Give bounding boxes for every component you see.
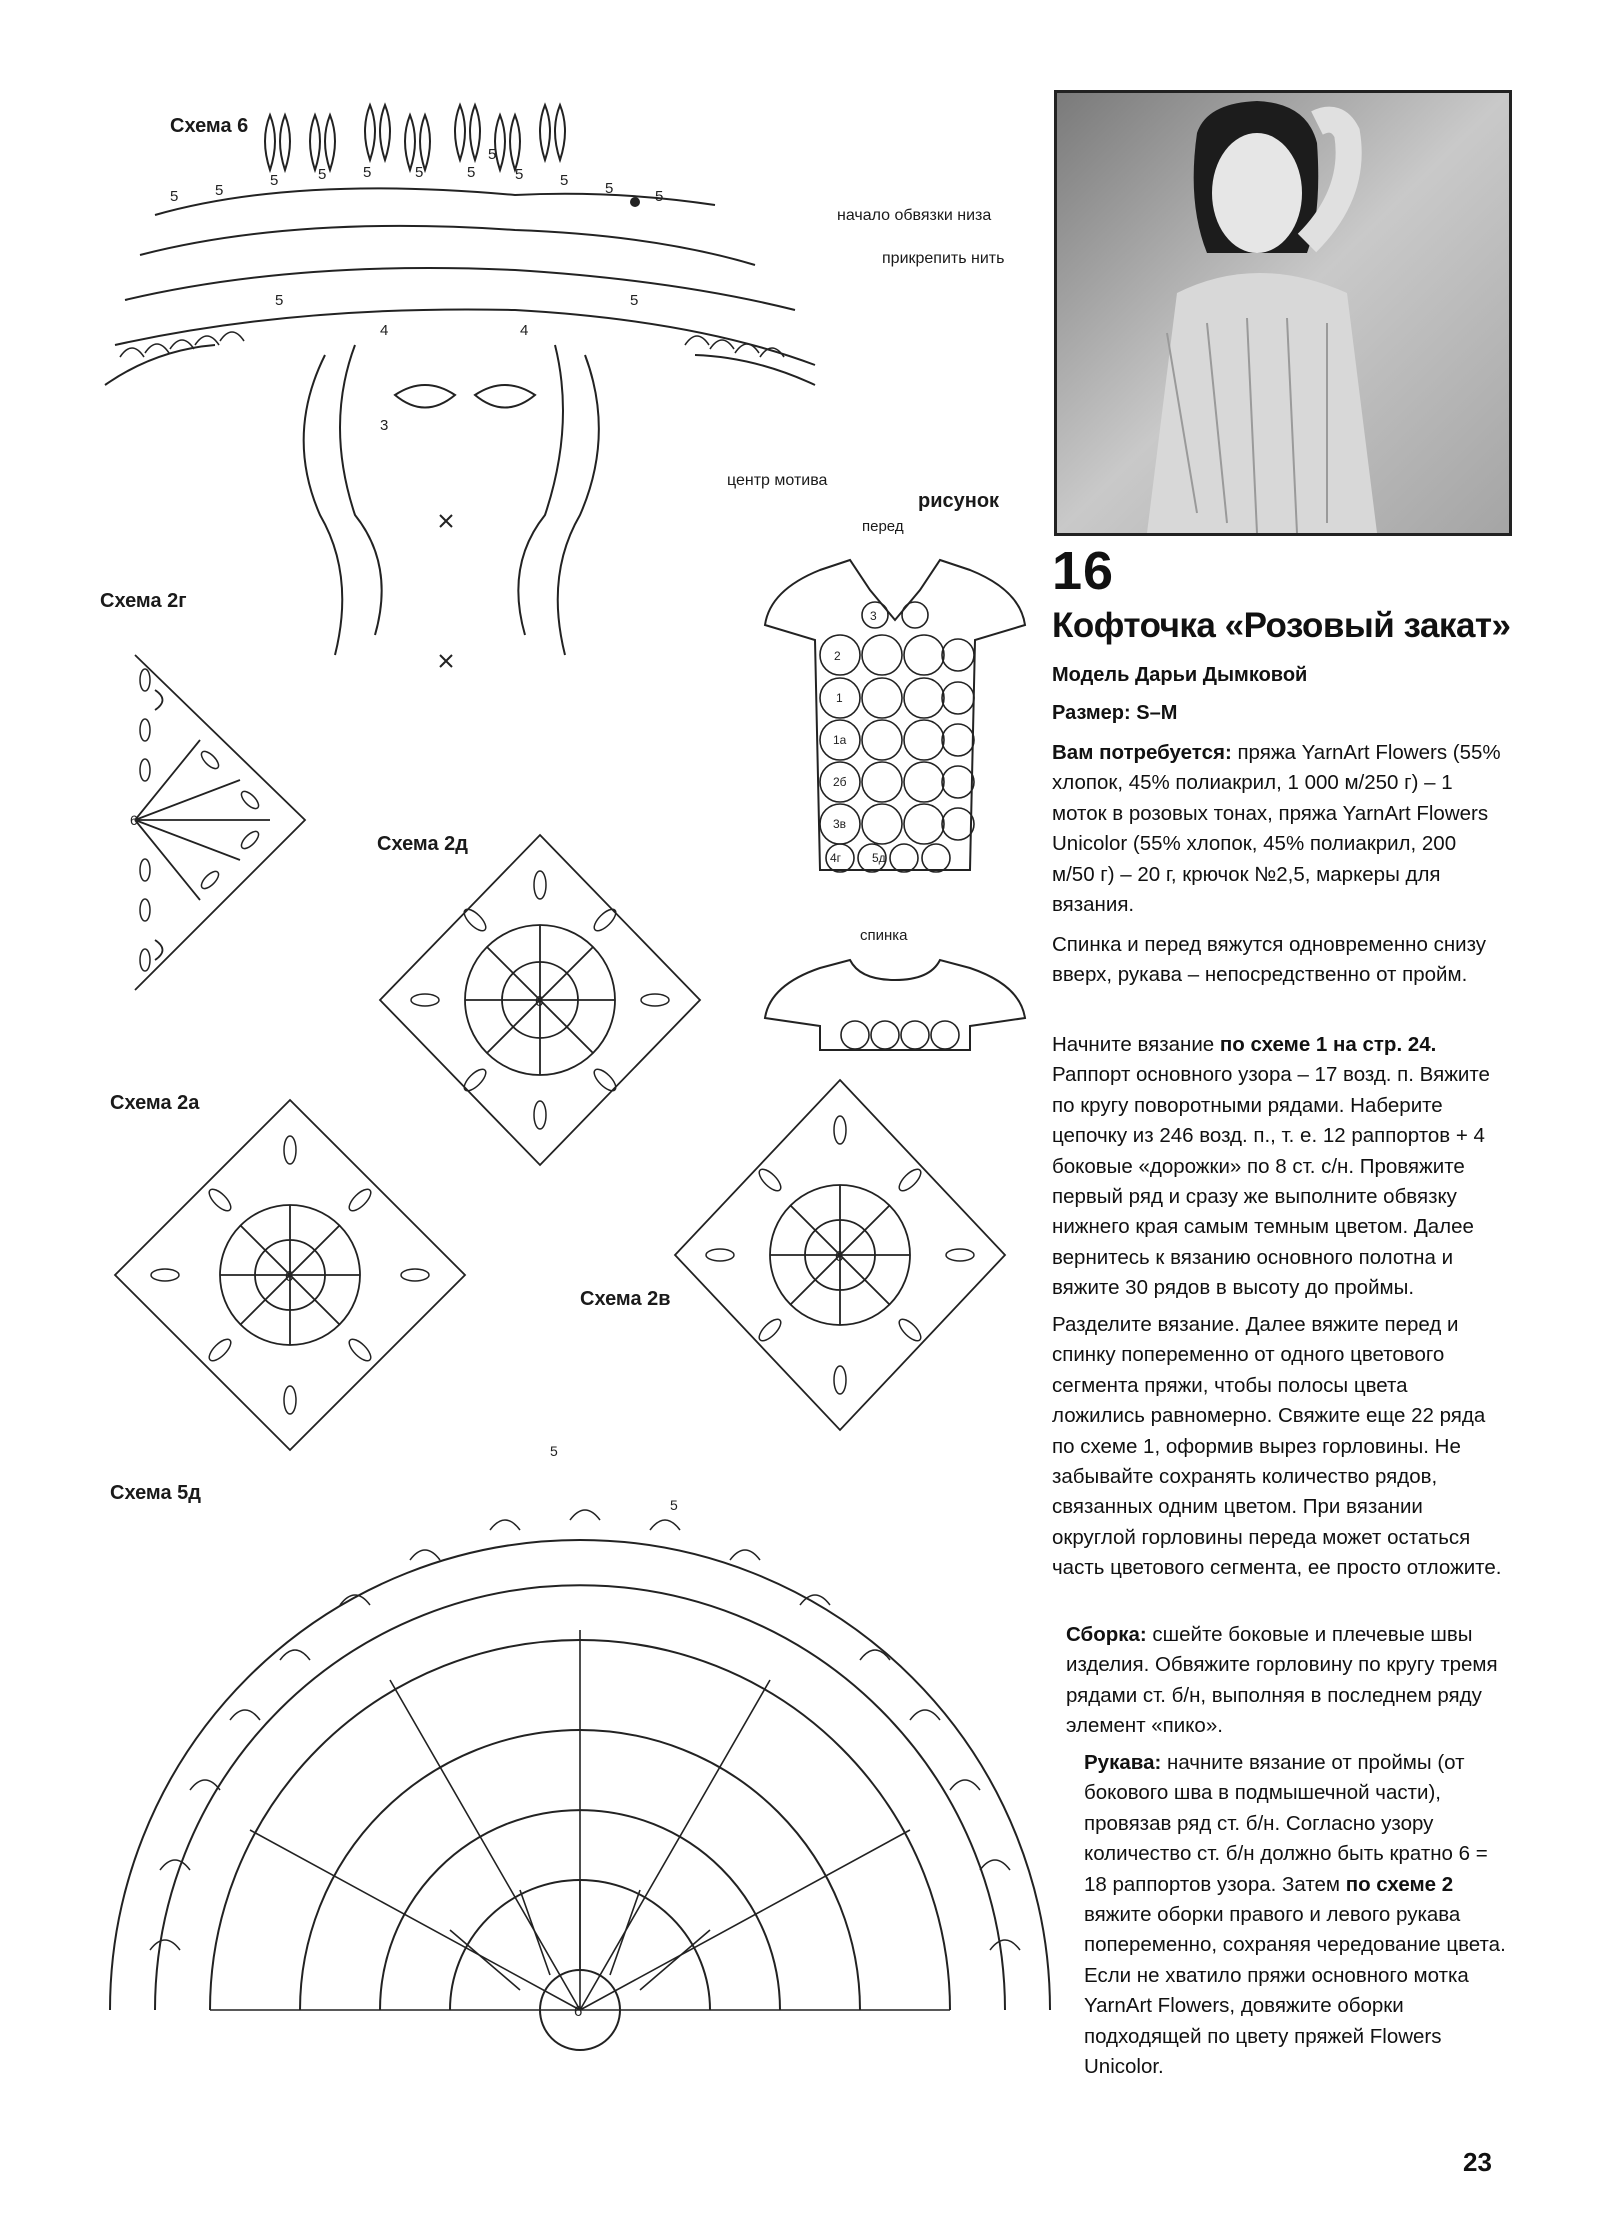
svg-text:5д: 5д	[872, 851, 886, 865]
scheme-2g-label: Схема 2г	[100, 590, 187, 612]
scheme-2a-label: Схема 2а	[110, 1092, 200, 1114]
scheme-5d-diagram	[90, 1390, 1070, 2090]
svg-text:4г: 4г	[830, 851, 842, 865]
sleeves-paragraph	[1084, 1748, 1506, 2082]
svg-text:5: 5	[515, 166, 524, 183]
annot-drawing: рисунок	[918, 490, 1000, 512]
flower-row	[265, 105, 565, 170]
para2-start: Начните вязание	[1052, 1033, 1220, 1056]
svg-text:3в: 3в	[833, 817, 847, 831]
scheme-5d-label: Схема 5д	[110, 1482, 201, 1504]
article-number: 16	[1052, 541, 1115, 601]
annot-back: спинка	[860, 927, 908, 944]
svg-text:6: 6	[285, 1268, 294, 1285]
paragraph-1: Спинка и перед вяжутся одновременно снизу вверх, рукава – непосредственно от пройм.	[1052, 933, 1487, 987]
svg-text:4: 4	[380, 322, 389, 339]
svg-text:5: 5	[630, 292, 639, 309]
article-author: Модель Дарьи Дымковой	[1052, 664, 1308, 686]
svg-text:6: 6	[535, 993, 544, 1010]
svg-text:5: 5	[415, 164, 424, 181]
svg-text:3: 3	[870, 609, 877, 623]
svg-text:5: 5	[363, 164, 372, 181]
para2-end: Раппорт основного узора – 17 возд. п. Вяжите по кругу поворотными рядами. Наберите цепочку из 246 возд. п., т. е. 12 раппортов + 4 боковые «дорожки» по 8 ст. с/н. Провяжите первый ряд и сразу же выполните обвязку нижнего края самым темным цветом. Далее вернитесь к вязанию основного полотна и вяжите 30 рядов в высоту до проймы.	[1052, 1063, 1490, 1300]
svg-text:4: 4	[520, 322, 529, 339]
svg-text:3: 3	[380, 417, 389, 434]
materials-label: Вам потребуется:	[1052, 741, 1232, 764]
annot-front: перед	[862, 518, 904, 535]
svg-text:2б: 2б	[833, 775, 847, 789]
svg-text:5: 5	[275, 292, 284, 309]
scheme-2g-diagram	[120, 640, 320, 1010]
materials-text: пряжа YarnArt Flowers (55% хлопок, 45% полиакрил, 1 000 м/250 г) – 1 моток в розовых тонах, пряжа YarnArt Flowers Unicolor (55% хлопок, 45% полиакрил, 200 м/50 г) – 20 г, крючок №2,5, маркеры для вязания.	[1052, 741, 1501, 917]
svg-text:5: 5	[670, 1497, 678, 1513]
front-silhouette	[765, 560, 1025, 870]
svg-text:5: 5	[270, 172, 279, 189]
sleeves-label: Рукава:	[1084, 1751, 1162, 1774]
para2-bold: по схеме 1 на стр. 24.	[1219, 1033, 1437, 1056]
svg-text:1: 1	[836, 691, 843, 705]
paragraph-2	[1052, 1030, 1504, 1304]
scheme-2v-label: Схема 2в	[580, 1288, 671, 1310]
scheme-6-label: Схема 6	[170, 115, 249, 137]
paragraph-3: Разделите вязание. Далее вяжите перед и спинку попеременно от одного цветового сегмента пряжи, чтобы полосы цвета ложились равномерно. Свяжите еще 22 ряда по схеме 1, оформив вырез горловины. Не забывайте сохранять количество рядов, связанных одним цветом. При вязании округлой горловины переда может остаться часть цветового сегмента, ее просто отложите.	[1052, 1313, 1502, 1580]
svg-text:2: 2	[834, 649, 841, 663]
scheme-2v-diagram	[665, 1070, 1015, 1440]
assembly-paragraph	[1066, 1620, 1506, 1742]
scheme-2d-label: Схема 2д	[377, 833, 468, 855]
back-silhouette	[765, 960, 1025, 1050]
svg-text:5: 5	[560, 172, 569, 189]
annot-start-trim: начало обвязки низа	[837, 207, 992, 224]
assembly-text: сшейте боковые и плечевые швы изделия. Обвяжите горловину по кругу тремя рядами ст. б/н, выполняя в последнем ряду элемент «пико».	[1066, 1623, 1498, 1738]
svg-text:5: 5	[605, 180, 614, 197]
sleeves-text-b: вяжите оборки правого и левого рукава попеременно, сохраняя чередование цвета. Если не хватило пряжи основного мотка YarnArt Flowers, довяжите оборки подходящей по цвету пряжей Flowers Unicolor.	[1084, 1903, 1506, 2079]
article-size: Размер: S–M	[1052, 702, 1178, 724]
assembly-label: Сборка:	[1066, 1623, 1147, 1646]
svg-text:5: 5	[170, 188, 179, 205]
materials-paragraph	[1052, 738, 1504, 920]
article-title: Кофточка «Розовый закат»	[1052, 606, 1511, 645]
model-photo	[1054, 90, 1512, 536]
garment-drawing	[760, 540, 1030, 1060]
svg-text:6: 6	[574, 2003, 583, 2020]
svg-text:5: 5	[488, 146, 497, 163]
svg-text:5: 5	[655, 188, 664, 205]
svg-text:5: 5	[550, 1443, 558, 1459]
svg-text:1а: 1а	[833, 733, 847, 747]
svg-text:5: 5	[318, 166, 327, 183]
sleeves-bold: по схеме 2	[1345, 1872, 1454, 1896]
sleeves-text-a: начните вязание от проймы (от бокового шва в подмышечной части), провязав ряд ст. б/н. Согласно узору количество ст. б/н должно быть кратно 6 = 18 раппортов узора. Затем	[1084, 1751, 1488, 1896]
page-number: 23	[1463, 2147, 1492, 2177]
svg-text:6: 6	[835, 1248, 844, 1265]
svg-text:6: 6	[130, 812, 138, 828]
annot-attach-yarn: прикрепить нить	[882, 250, 1005, 267]
svg-text:5: 5	[215, 182, 224, 199]
annot-motif-center: центр мотива	[727, 472, 828, 489]
svg-text:5: 5	[467, 164, 476, 181]
